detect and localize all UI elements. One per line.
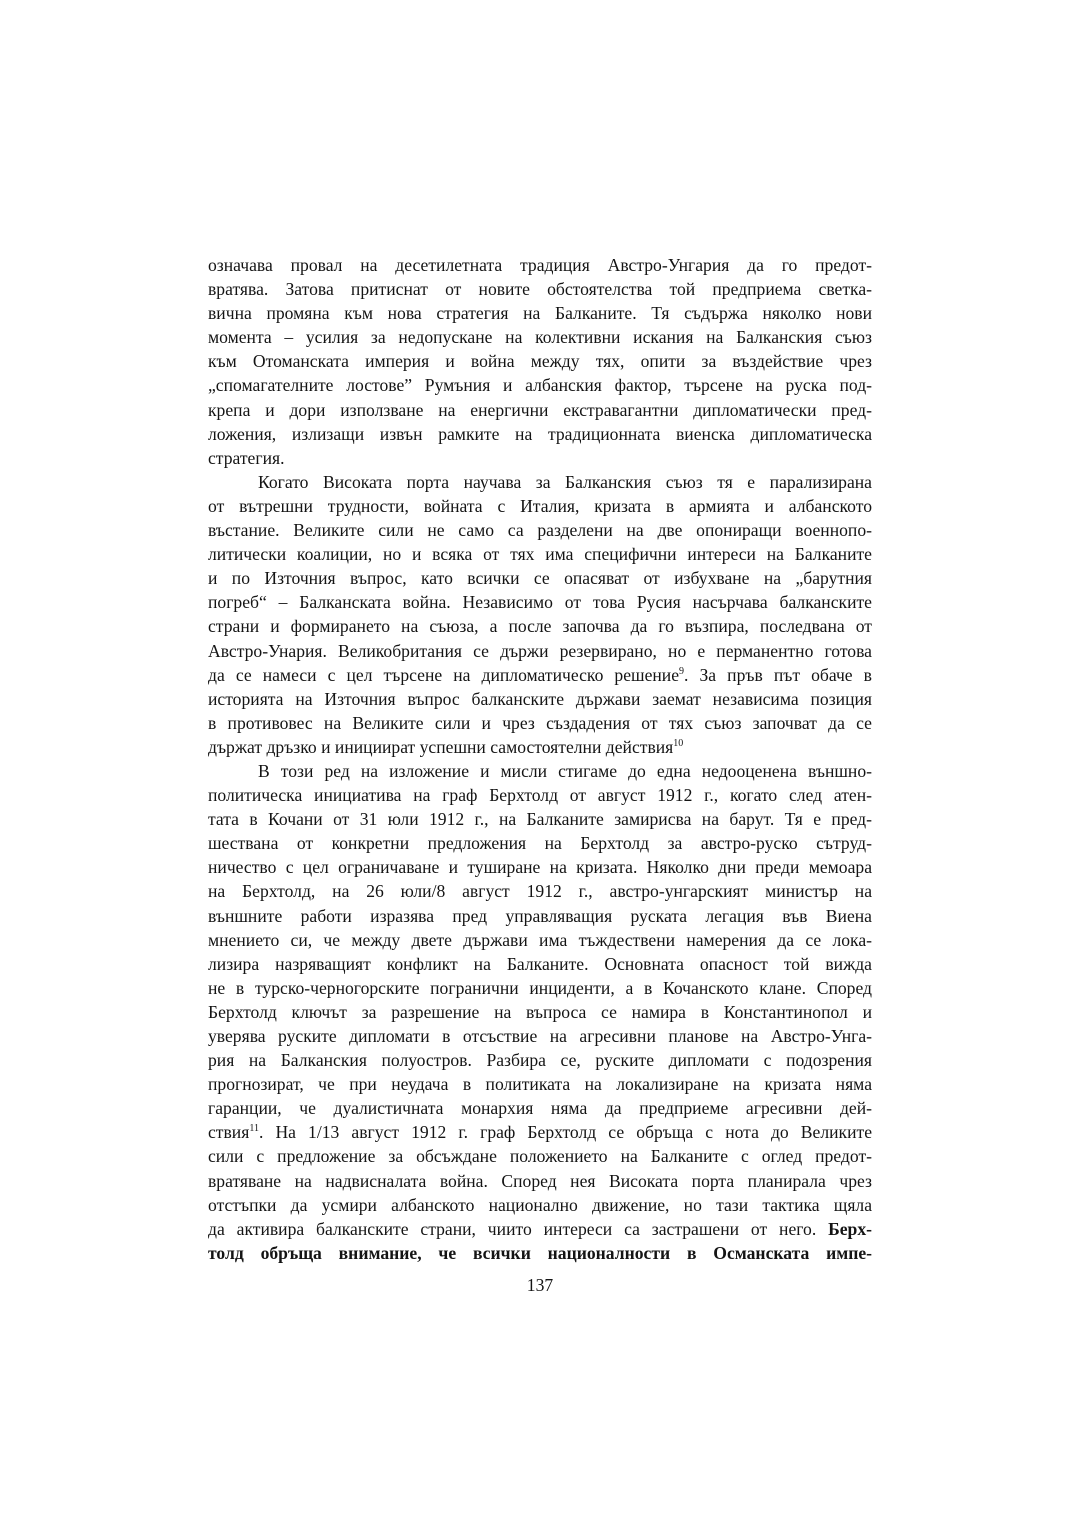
- text-line: отстъпки да усмири албанското национално движение, но тази тактика щяла: [208, 1194, 872, 1215]
- text-segment: . На 1/13 август 1912 г. граф Берхтолд се обръща с нота до Великите: [258, 1122, 872, 1143]
- text-line: В този ред на изложение и мисли стигаме до една недооценена външно-: [258, 760, 872, 781]
- text-line-with-footnote: [208, 1120, 872, 1144]
- text-line: вична промяна към нова стратегия на Балканите. Тя съдържа няколко нови: [208, 303, 872, 324]
- body-text: [208, 253, 872, 1265]
- text-line: момента – усилия за недопускане на колективни искания на Балканския съюз: [208, 327, 872, 348]
- text-line: Австро-Унария. Великобритания се държи резервирано, но е перманентно готова: [208, 640, 872, 661]
- text-segment: държат дръзко и инициират успешни самостоятелни действия: [208, 736, 674, 757]
- text-line: Когато Високата порта научава за Балканския съюз тя е парализирана: [258, 471, 872, 492]
- footnote-ref-11: 11: [249, 1123, 259, 1135]
- text-line: погреб“ – Балканската война. Независимо от това Русия насърчава балканските: [208, 592, 872, 613]
- text-line: ложения, излизащи извън рамките на традиционната виенска дипломатическа: [208, 423, 872, 444]
- text-line: на Берхтолд, на 26 юли/8 август 1912 г., австро-унгарският министър на: [208, 881, 872, 902]
- text-line: политическа инициатива на граф Берхтолд от август 1912 г., когато след атен-: [208, 785, 872, 806]
- text-line: мнението си, че между двете държави има тъждествени намерения да се лока-: [208, 929, 872, 950]
- text-line: не в турско-черногорските погранични инциденти, а в Кочанското клане. Според: [208, 977, 872, 998]
- text-line: тата в Кочани от 31 юли 1912 г., на Балканите замирисва на барут. Тя е пред-: [208, 809, 872, 830]
- text-line: прогнозират, че при неудача в политиката на локализиране на кризата няма: [208, 1074, 872, 1095]
- footnote-ref-9: 9: [679, 665, 685, 677]
- text-line: историята на Източния въпрос балканските държави заемат независима позиция: [208, 688, 872, 709]
- text-line: външните работи изразява пред управляващия руската легация във Виена: [208, 905, 872, 926]
- text-segment: ствия: [208, 1122, 250, 1143]
- text-line: литически коалиции, но и всяка от тях има специфични интереси на Балканите: [208, 544, 872, 565]
- text-line: лизира назряващият конфликт на Балканите. Основната опасност той вижда: [208, 953, 872, 974]
- text-line: рия на Балканския полуостров. Разбира се, руските дипломати с подозрения: [208, 1050, 872, 1071]
- text-line: сили с предложение за обсъждане положението на Балканите с оглед предот-: [208, 1146, 872, 1167]
- text-line: и по Източния въпрос, като всички се опасяват от избухване на „барутния: [208, 568, 872, 589]
- text-line: от вътрешни трудности, войната с Италия, кризата в армията и албанското: [208, 495, 872, 516]
- text-line: крепа и дори използване на енергични екстравагантни дипломатически пред-: [208, 399, 872, 420]
- text-line-with-footnote: [208, 735, 872, 759]
- paragraph-2: [208, 470, 872, 759]
- text-line: към Отоманската империя и война между тях, опити за въздействие чрез: [208, 351, 872, 372]
- text-line: „спомагателните лостове” Румъния и албанския фактор, търсене на руска под-: [208, 375, 872, 396]
- footnote-ref-10: 10: [673, 737, 684, 749]
- text-line: вратяване на надвисналата война. Според нея Високата порта планирала чрез: [208, 1170, 872, 1191]
- text-line: страни и формирането на съюза, а после започва да го възпира, последвана от: [208, 616, 872, 637]
- paragraph-1: [208, 253, 872, 470]
- text-line: Берхтолд ключът за разрешение на въпроса се намира в Константинопол и: [208, 1001, 872, 1022]
- text-line: означава провал на десетилетната традиция Австро-Унгария да го предот-: [208, 255, 872, 275]
- text-line: ничество с цел ограничаване и туширане на кризата. Няколко дни преди мемоара: [208, 857, 872, 878]
- text-segment: да активира балканските страни, чиито интереси са застрашени от него.: [208, 1218, 817, 1239]
- page-number: 137: [526, 1275, 554, 1295]
- text-line-with-bold: [208, 1217, 872, 1241]
- text-segment: да се намеси с цел търсене на дипломатическо решение: [208, 664, 680, 685]
- text-line: въстание. Великите сили не само са разделени на две опониращи военнопо-: [208, 520, 872, 541]
- text-line: шествана от конкретни предложения на Берхтолд за австро-руско сътруд-: [208, 833, 872, 854]
- text-line: уверява руските дипломати в отсъствие на агресивни планове на Австро-Унга-: [208, 1026, 872, 1046]
- bold-text: Берх-: [828, 1218, 872, 1239]
- paragraph-3: [208, 759, 872, 1265]
- text-line-bold: [208, 1241, 872, 1265]
- text-line: стратегия.: [208, 447, 285, 468]
- text-segment: . За пръв път обаче в: [684, 664, 872, 685]
- text-line: вратява. Затова притиснат от новите обстоятелства той предприема светка-: [208, 279, 872, 300]
- bold-text: толд обръща внимание, че всички националности в Османската импе-: [208, 1242, 872, 1263]
- text-line-with-footnote: [208, 663, 872, 687]
- text-line: в противовес на Великите сили и чрез създадения от тях съюз започват да се: [208, 712, 872, 733]
- text-line: гаранции, че дуалистичната монархия няма да предприеме агресивни дей-: [208, 1098, 872, 1119]
